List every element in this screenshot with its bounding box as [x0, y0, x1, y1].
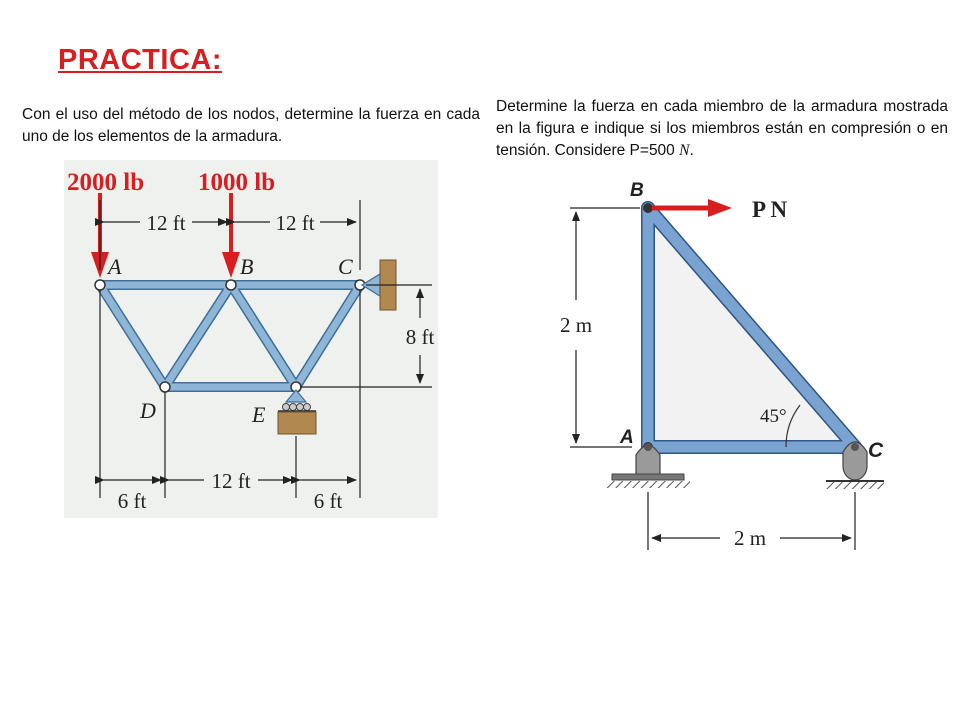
dim-height-2: 2 m: [559, 313, 593, 337]
load-label-p: P N: [752, 197, 788, 222]
load-label-a: 2000 lb: [67, 169, 145, 196]
problem-2-text: Determine la fuerza en cada miembro de la armadura mostrada en la figura e indique si los miembros están en compresión o en tensión. Considere P=500: [496, 98, 948, 159]
load-arrow-p: [652, 199, 732, 217]
dim-width-2: 2 m: [733, 526, 767, 550]
dim-bottom-right: 6 ft: [313, 489, 343, 513]
problem-1-statement: Con el uso del método de los nodos, determine la fuerza en cada uno de los elementos de la armadura.: [22, 106, 480, 145]
dim-top-1: 12 ft: [146, 211, 186, 235]
node-label-d: D: [140, 398, 156, 423]
pin-b: [226, 280, 236, 290]
node-label-e: E: [252, 402, 266, 427]
pin-d: [160, 382, 170, 392]
dim-top-2: 12 ft: [275, 211, 315, 235]
problem-2-text-end: .: [689, 142, 694, 159]
node-label-a-2: A: [620, 427, 634, 448]
node-label-a: A: [108, 254, 122, 279]
truss-1: [67, 169, 434, 513]
node-label-b-2: B: [630, 180, 644, 201]
load-label-b: 1000 lb: [198, 169, 276, 196]
dim-bottom-mid: 12 ft: [211, 469, 251, 493]
node-label-c: C: [338, 254, 353, 279]
pin-a: [95, 280, 105, 290]
node-label-c-2: C: [868, 439, 884, 462]
member-ce: [296, 285, 360, 387]
member-be: [231, 285, 296, 387]
angle-label: 45°: [760, 406, 787, 427]
problem-2-unit: N: [679, 142, 690, 159]
pin-b-2: [643, 203, 653, 213]
truss-2: [560, 180, 884, 550]
page-title: PRACTICA:: [58, 44, 222, 76]
node-label-b: B: [240, 254, 254, 279]
dim-bottom-left: 6 ft: [117, 489, 147, 513]
member-bd: [165, 285, 231, 387]
dim-height: 8 ft: [405, 325, 435, 349]
support-e: [278, 390, 316, 434]
load-arrow-b: [222, 193, 240, 278]
member-ad: [100, 285, 165, 387]
truss-1-member-outlines: [100, 285, 360, 387]
